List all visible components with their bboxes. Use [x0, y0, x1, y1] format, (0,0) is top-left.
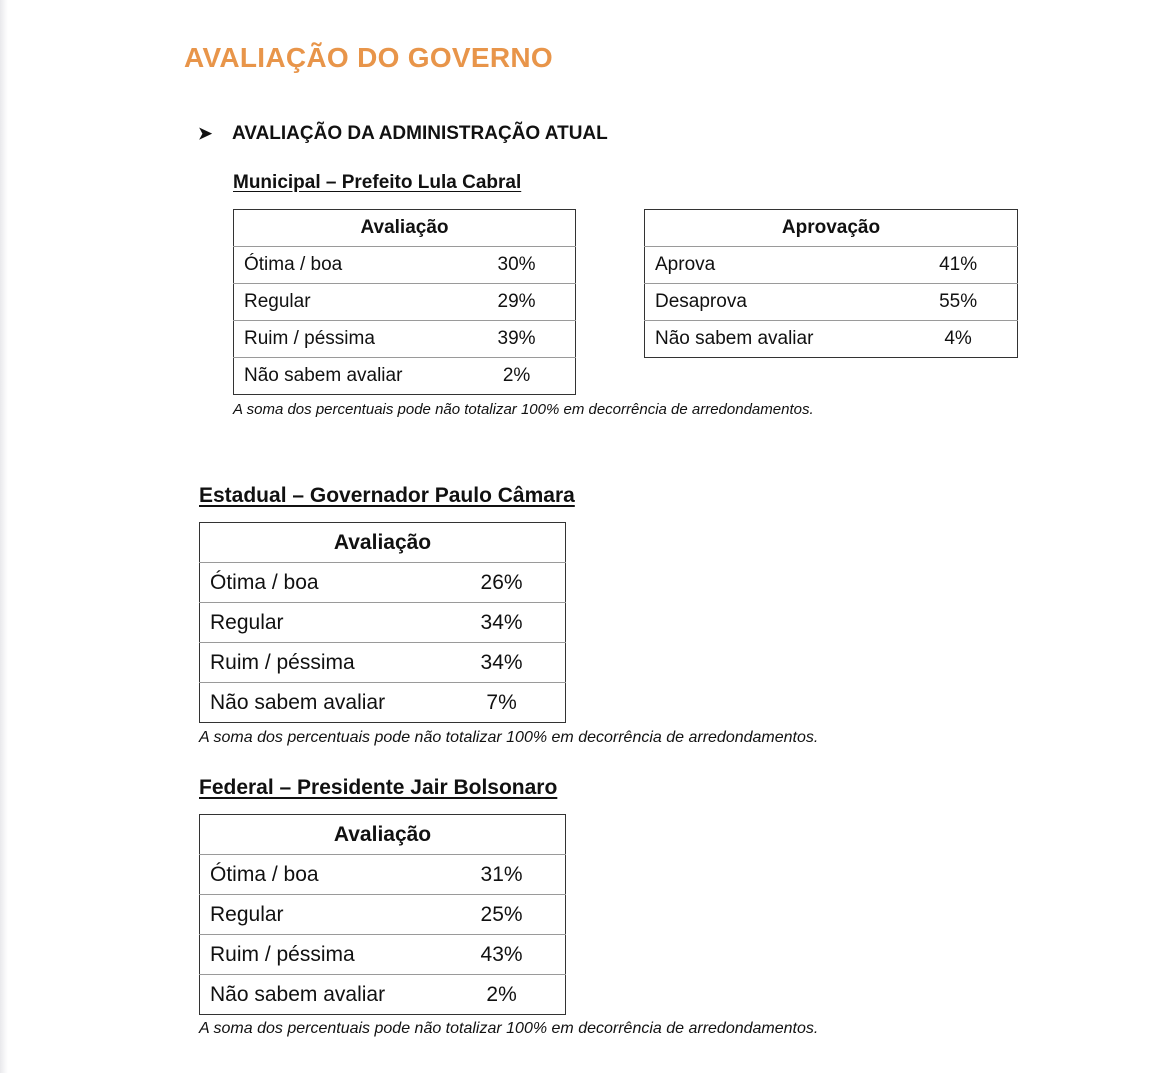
row-value: 34% [438, 603, 565, 643]
table-row [645, 284, 1018, 321]
row-value: 4% [899, 321, 1017, 358]
table-row [234, 247, 576, 284]
row-value: 43% [438, 935, 565, 975]
row-label: Não sabem avaliar [200, 975, 439, 1015]
row-label: Regular [200, 603, 439, 643]
rounding-note: A soma dos percentuais pode não totalizar 100% em decorrência de arredondamentos. [199, 729, 819, 746]
table-row [200, 603, 566, 643]
row-label: Não sabem avaliar [200, 683, 439, 723]
table-row [645, 247, 1018, 284]
row-value: 34% [438, 643, 565, 683]
arrow-bullet-icon: ➤ [198, 124, 213, 143]
row-value: 2% [458, 358, 575, 395]
table-header-row [200, 815, 566, 855]
row-value: 41% [899, 247, 1017, 284]
row-value: 39% [458, 321, 575, 358]
municipal-title: Municipal – Prefeito Lula Cabral [233, 172, 522, 193]
row-value: 7% [438, 683, 565, 723]
section-heading-text: AVALIAÇÃO DA ADMINISTRAÇÃO ATUAL [232, 123, 608, 144]
table-row [200, 935, 566, 975]
table-row [200, 563, 566, 603]
table-row [200, 683, 566, 723]
row-value: 30% [458, 247, 575, 284]
municipal-avaliacao-table [233, 209, 576, 395]
table-row [645, 321, 1018, 358]
table-row [234, 284, 576, 321]
table-row [200, 643, 566, 683]
rounding-note: A soma dos percentuais pode não totalizar 100% em decorrência de arredondamentos. [199, 1020, 819, 1037]
row-label: Ótima / boa [200, 563, 439, 603]
row-value: 2% [438, 975, 565, 1015]
table-row [234, 358, 576, 395]
page-edge-shadow [0, 0, 8, 1073]
row-label: Não sabem avaliar [234, 358, 459, 395]
row-label: Desaprova [645, 284, 900, 321]
row-label: Ótima / boa [200, 855, 439, 895]
row-value: 25% [438, 895, 565, 935]
row-label: Regular [200, 895, 439, 935]
row-label: Ótima / boa [234, 247, 459, 284]
row-label: Não sabem avaliar [645, 321, 900, 358]
rounding-note: A soma dos percentuais pode não totalizar 100% em decorrência de arredondamentos. [233, 401, 814, 418]
row-label: Aprova [645, 247, 900, 284]
row-label: Ruim / péssima [234, 321, 459, 358]
table-header: Avaliação [360, 217, 449, 238]
table-row [200, 855, 566, 895]
table-header: Avaliação [333, 822, 432, 846]
table-row [200, 975, 566, 1015]
estadual-title: Estadual – Governador Paulo Câmara [199, 484, 575, 507]
row-label: Regular [234, 284, 459, 321]
table-row [234, 321, 576, 358]
table-header-row [200, 523, 566, 563]
section-heading [198, 123, 608, 145]
estadual-avaliacao-table [199, 522, 566, 723]
table-header-row [234, 210, 576, 247]
row-value: 55% [899, 284, 1017, 321]
federal-avaliacao-table [199, 814, 566, 1015]
row-label: Ruim / péssima [200, 643, 439, 683]
table-header: Aprovação [781, 217, 881, 238]
row-value: 31% [438, 855, 565, 895]
federal-title: Federal – Presidente Jair Bolsonaro [199, 776, 558, 799]
row-value: 26% [438, 563, 565, 603]
row-label: Ruim / péssima [200, 935, 439, 975]
row-value: 29% [458, 284, 575, 321]
table-header: Avaliação [333, 530, 432, 554]
municipal-aprovacao-table [644, 209, 1018, 358]
table-header-row [645, 210, 1018, 247]
table-row [200, 895, 566, 935]
page-title: AVALIAÇÃO DO GOVERNO [184, 42, 553, 73]
